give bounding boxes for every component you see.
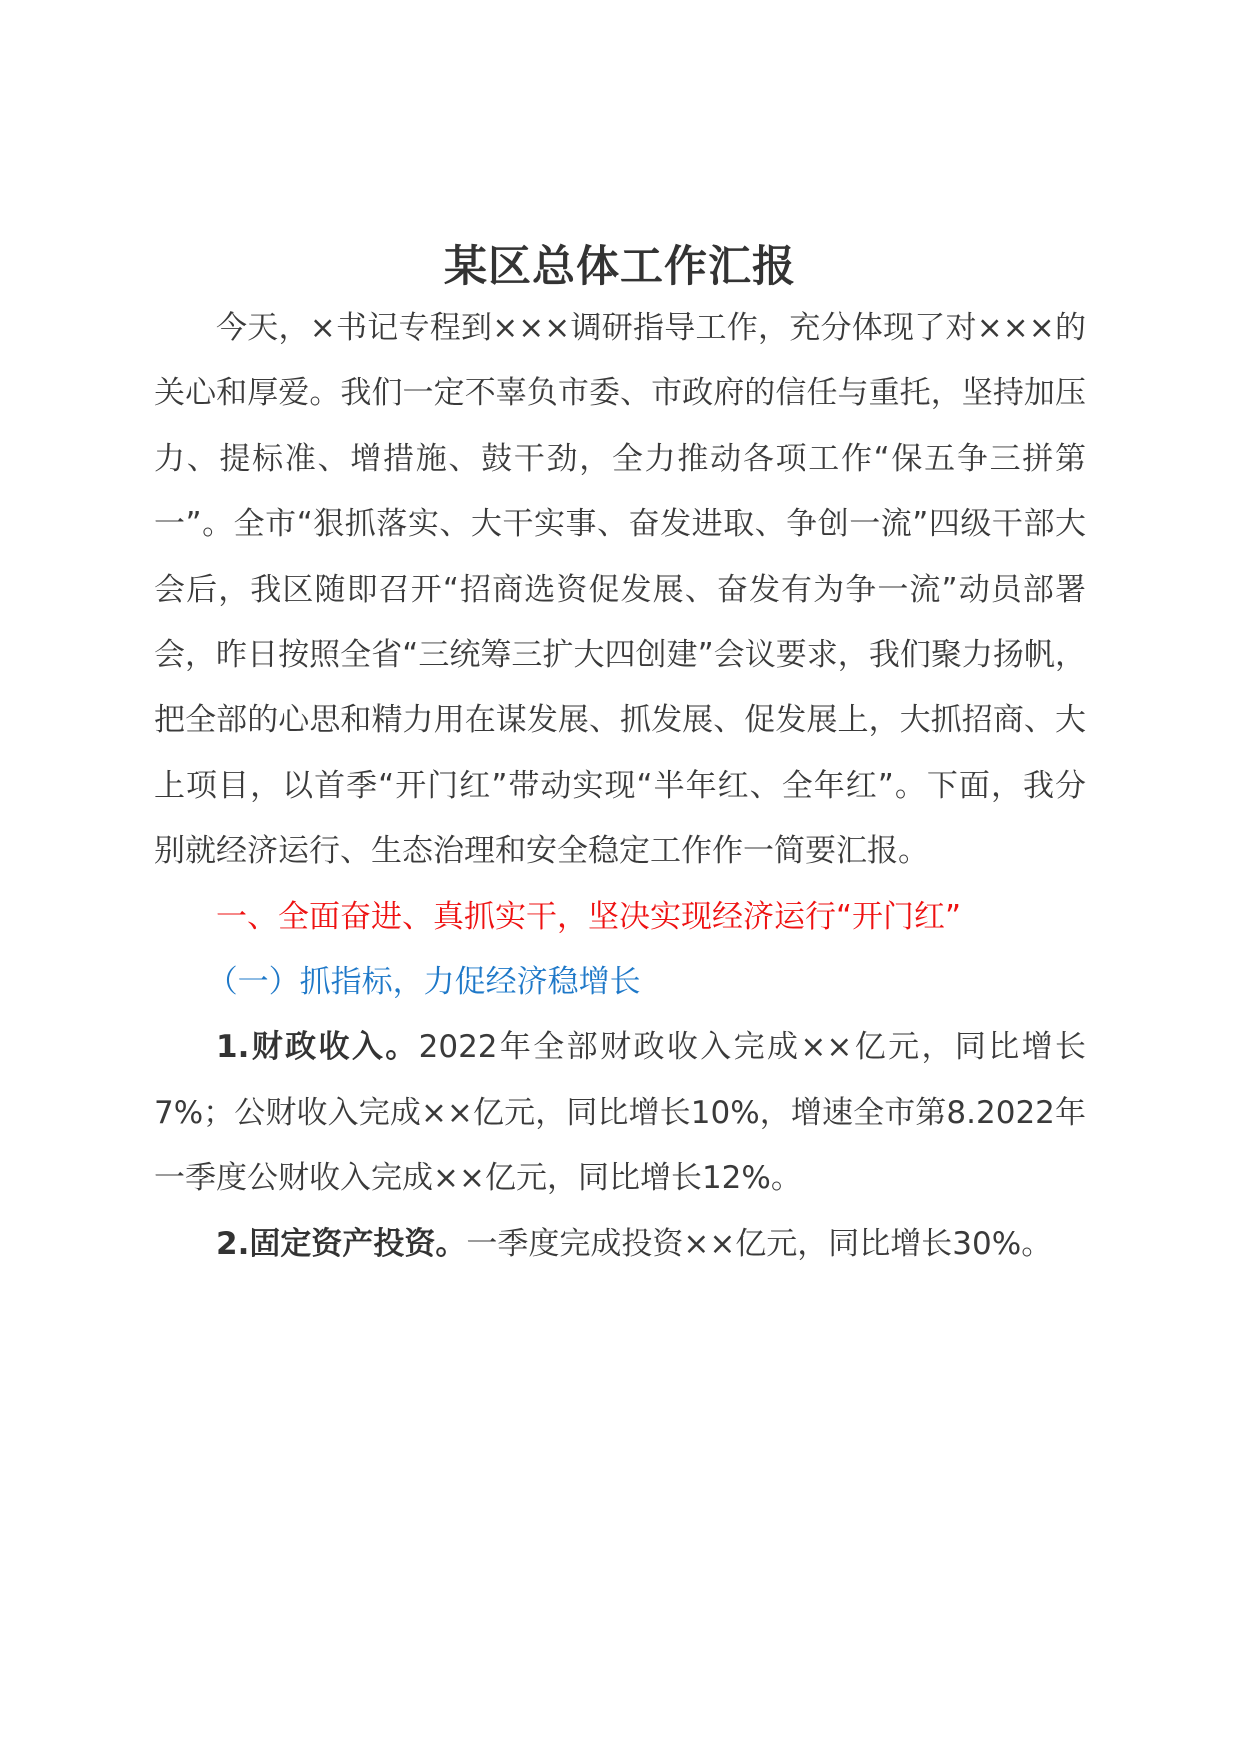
item-fixed-asset-investment [154, 1212, 1086, 1277]
intro-paragraph: 今天，×书记专程到×××调研指导工作，充分体现了对×××的关心和厚爱。我们一定不辜负市委、市政府的信任与重托，坚持加压力、提标准、增措施、鼓干劲，全力推动各项工作“保五争三拼第一”。全市“狠抓落实、大干实事、奋发进取、争创一流”四级干部大会后，我区随即召开“招商选资促发展、奋发有为争一流”动员部署会，昨日按照全省“三统筹三扩大四创建”会议要求，我们聚力扬帆，把全部的心思和精力用在谋发展、抓发展、促发展上，大抓招商、大上项目，以首季“开门红”带动实现“半年红、全年红”。下面，我分别就经济运行、生态治理和安全稳定工作作一简要汇报。 [154, 310, 1086, 870]
item-fixed-asset-investment-text: 一季度完成投资××亿元，同比增长30%。 [466, 1225, 1053, 1262]
subsection-heading-1: （一）抓指标，力促经济稳增长 [206, 964, 641, 1001]
document-body [154, 296, 1086, 1277]
document-title: 某区总体工作汇报 [444, 242, 796, 292]
item-fiscal-revenue [154, 1015, 1086, 1211]
item-fixed-asset-investment-lead: 2.固定资产投资。 [216, 1225, 467, 1262]
item-fiscal-revenue-text: 2022年全部财政收入完成××亿元，同比增长7%；公财收入完成××亿元，同比增长10%，增速全市第8.2022年一季度公财收入完成××亿元，同比增长12%。 [154, 1029, 1086, 1197]
section-heading-1: 一、全面奋进、真抓实干，坚决实现经济运行“开门红” [216, 898, 962, 935]
item-fiscal-revenue-lead: 1.财政收入。 [216, 1029, 419, 1066]
